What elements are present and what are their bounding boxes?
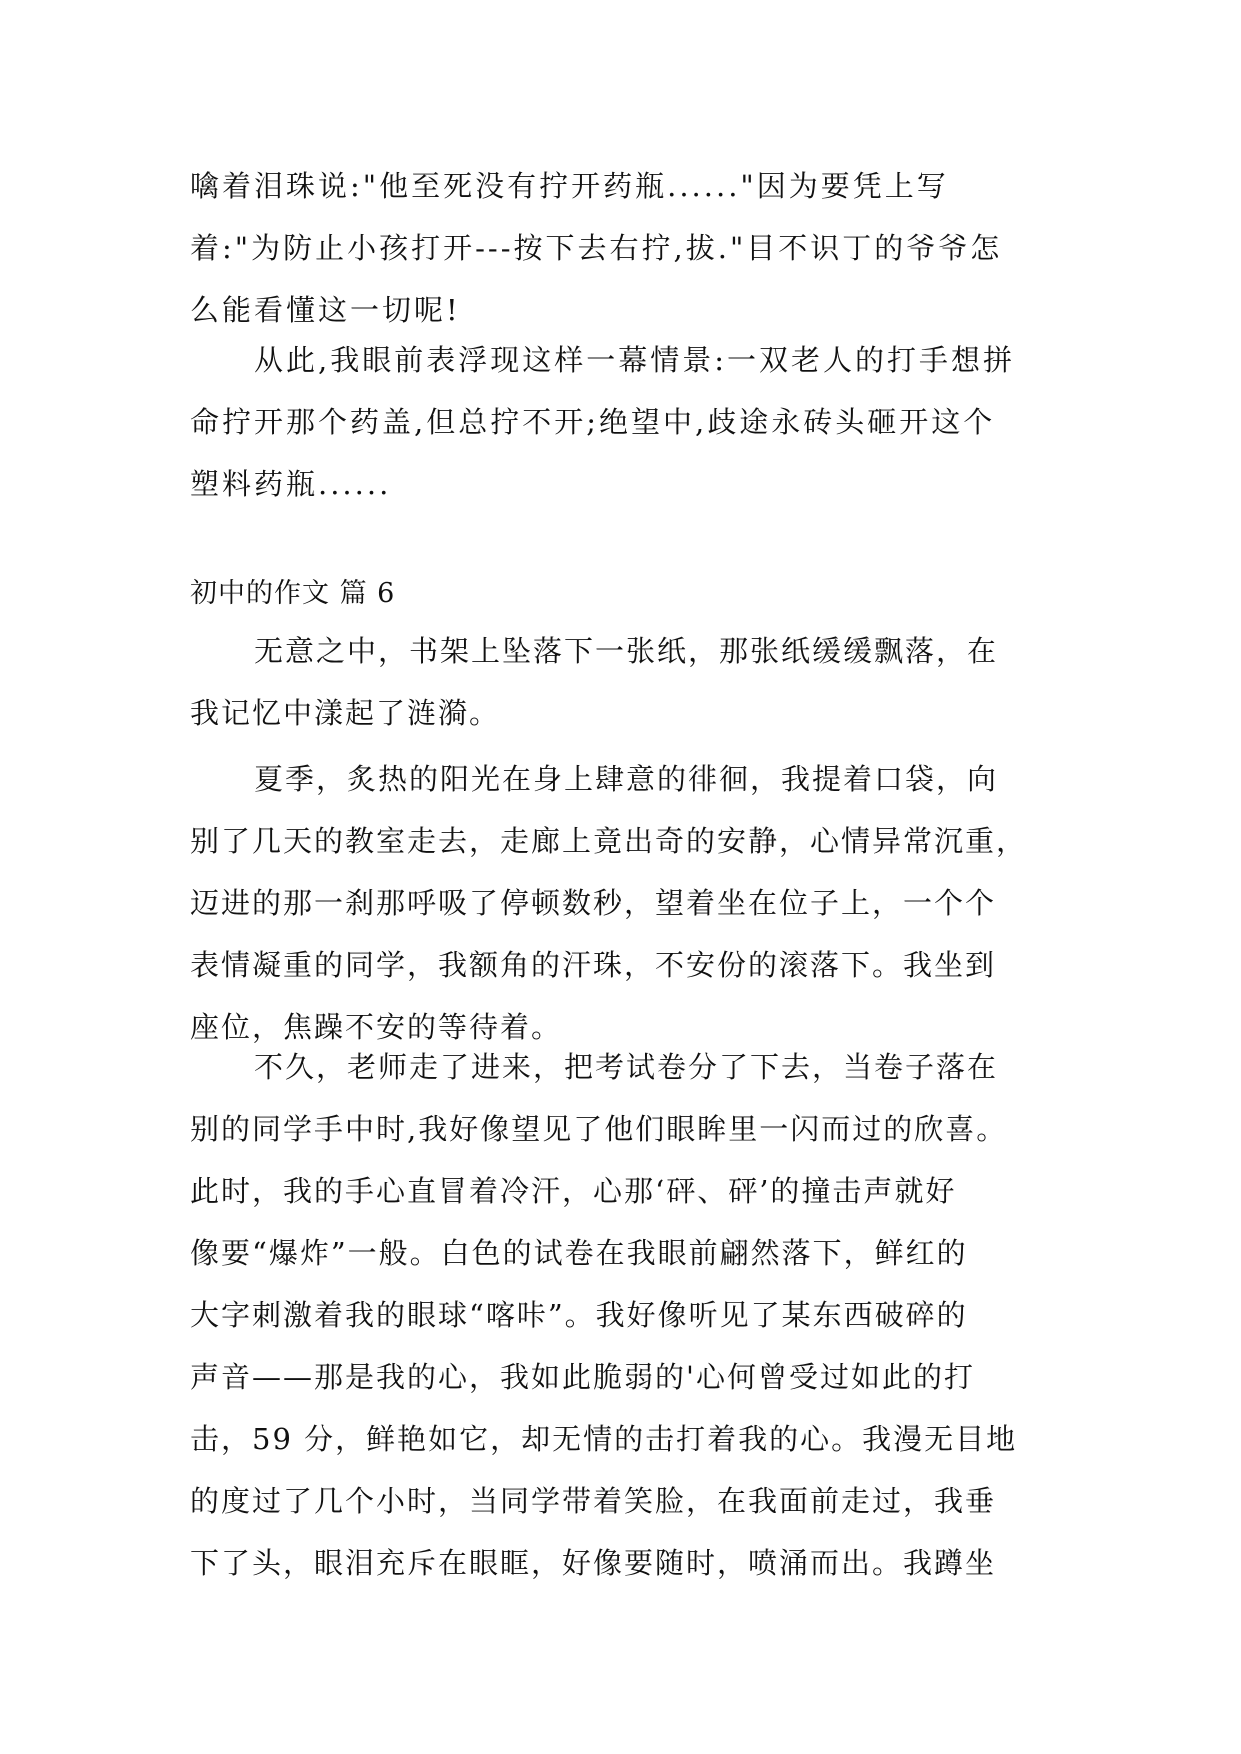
text-line: 无意之中，书架上坠落下一张纸，那张纸缓缓飘落，在 (254, 634, 999, 668)
paragraph-1 (190, 620, 1060, 744)
text-line: 着:"为防止小孩打开---按下去右拧,拔."目不识丁的爷爷怎 (190, 231, 1003, 265)
section-heading (190, 563, 1060, 625)
text-line: 像要“爆炸”一般。白色的试卷在我眼前翩然落下，鲜红的 (190, 1236, 968, 1270)
essay-title: 初中的作文 篇 6 (190, 578, 396, 609)
paragraph-continuation (190, 155, 1060, 341)
text-line: 击，59 分，鲜艳如它，却无情的击打着我的心。我漫无目地 (190, 1422, 1018, 1456)
text-line: 迈进的那一刹那呼吸了停顿数秒，望着坐在位子上，一个个 (190, 886, 997, 920)
text-line: 座位，焦躁不安的等待着。 (190, 1010, 563, 1044)
paragraph-2 (190, 748, 1060, 1058)
text-line: 的度过了几个小时，当同学带着笑脸，在我面前走过，我垂 (190, 1484, 997, 1518)
text-line: 么能看懂这一切呢! (190, 293, 461, 327)
text-line: 我记忆中漾起了涟漪。 (190, 696, 501, 730)
text-line: 大字刺激着我的眼球“喀咔”。我好像听见了某东西破碎的 (190, 1298, 968, 1332)
text-line: 命拧开那个药盖,但总拧不开;绝望中,歧途永砖头砸开这个 (190, 405, 996, 439)
text-line: 不久，老师走了进来，把考试卷分了下去，当卷子落在 (254, 1050, 999, 1084)
text-line: 别的同学手中时,我好像望见了他们眼眸里一闪而过的欣喜。 (190, 1112, 1008, 1146)
paragraph-3 (190, 1036, 1060, 1594)
text-line: 夏季，炙热的阳光在身上肆意的徘徊，我提着口袋，向 (254, 762, 999, 796)
paragraph-scene (190, 329, 1060, 515)
text-line: 别了几天的教室走去，走廊上竟出奇的安静，心情异常沉重， (190, 824, 1028, 858)
text-line: 此时，我的手心直冒着冷汗，心那‘砰、砰’的撞击声就好 (190, 1174, 957, 1208)
text-line: 声音——那是我的心，我如此脆弱的'心何曾受过如此的打 (190, 1360, 975, 1394)
text-line: 塑料药瓶...... (190, 467, 392, 501)
text-line: 下了头，眼泪充斥在眼眶，好像要随时，喷涌而出。我蹲坐 (190, 1546, 997, 1580)
text-line: 从此,我眼前表浮现这样一幕情景:一双老人的打手想拼 (254, 343, 1015, 377)
text-line: 噙着泪珠说:"他至死没有拧开药瓶......"因为要凭上写 (190, 169, 949, 203)
text-line: 表情凝重的同学，我额角的汗珠，不安份的滚落下。我坐到 (190, 948, 997, 982)
